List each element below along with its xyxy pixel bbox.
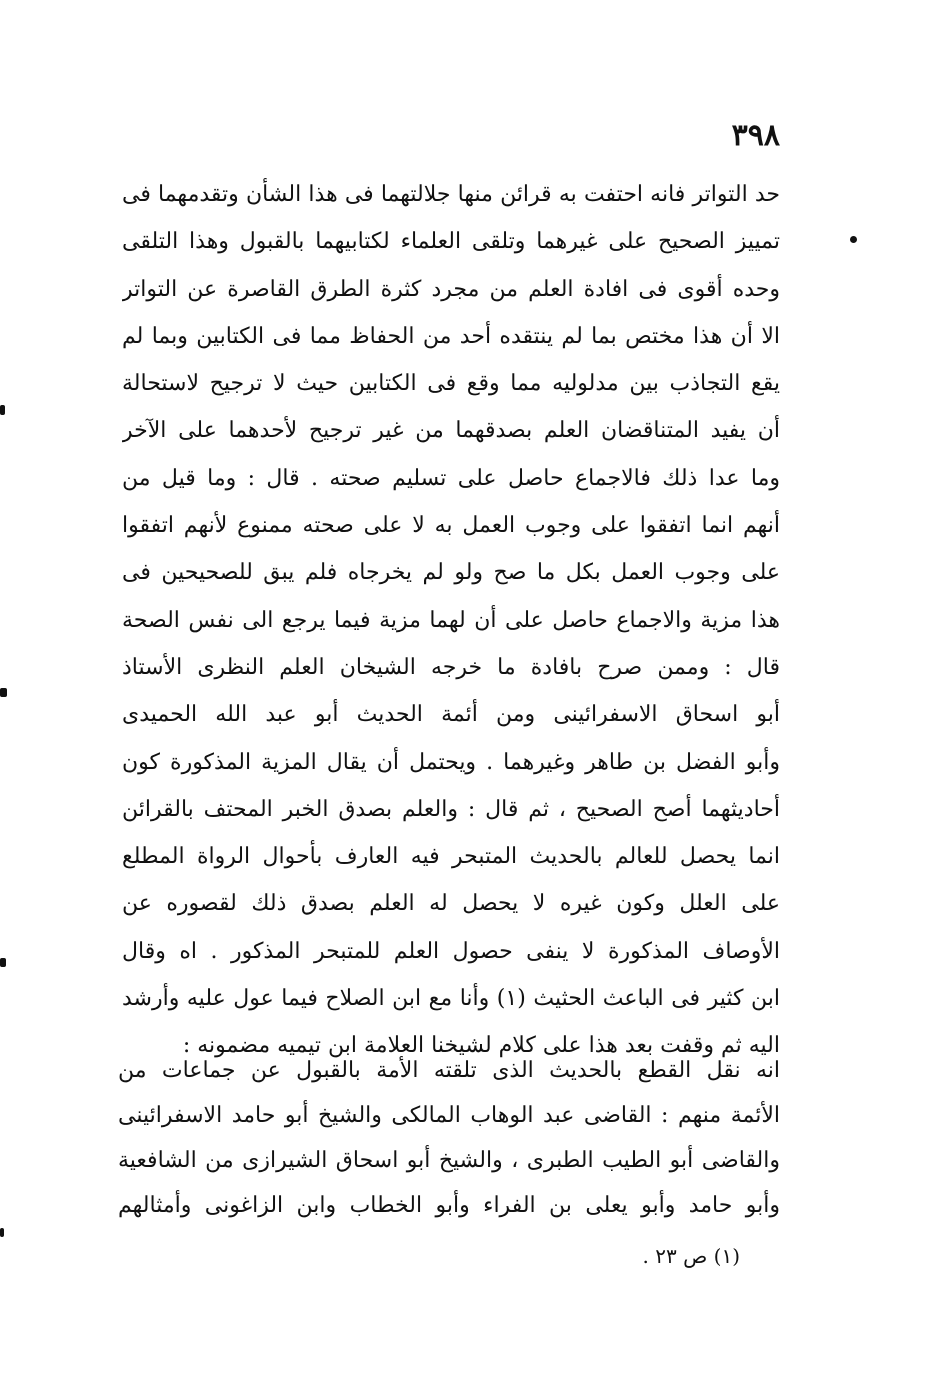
scan-mark [850,236,857,243]
text-line: يقع التجاذب بين مدلوليه مما وقع فى الكتابين حيث لا ترجيح لاستحالة [122,371,780,397]
text-line: انما يحصل للعالم بالحديث المتبحر فيه العارف بأحوال الرواة المطلع [122,844,780,870]
footnote: (١) ص ٢٣ . [642,1244,740,1268]
text-line: وأبو حامد وأبو يعلى بن الفراء وأبو الخطاب وابن الزاغونى وأمثالهم [118,1193,780,1218]
text-line: الا أن هذا مختص بما لم ينتقده أحد من الحفاظ مما فى الكتابين وبما لم [122,323,780,349]
text-line: وأبو الفضل بن طاهر وغيرهما . ويحتمل أن يقال المزية المذكورة كون [122,749,780,775]
scan-mark [0,688,7,697]
text-line: وما عدا ذلك فالاجماع حاصل على تسليم صحته . قال : وما قيل من [122,465,780,491]
text-line: ابن كثير فى الباعث الحثيث (١) وأنا مع ابن الصلاح فيما عول عليه وأرشد [122,986,780,1012]
quote-paragraph [118,1048,780,1228]
text-line: اليه ثم وقفت بعد هذا على كلام لشيخنا العلامة ابن تيميه مضمونه : [182,1033,780,1059]
main-paragraph [122,171,780,1070]
scan-mark [0,405,5,415]
text-line: على العلل وكون غيره لا يحصل له العلم بصدق ذلك لقصوره عن [122,891,780,917]
text-line: الأئمة منهم : القاضى عبد الوهاب المالكى والشيخ أبو حامد الاسفرائينى [118,1103,780,1128]
text-line: انه نقل القطع بالحديث الذى تلقته الأمة بالقبول عن جماعات من [118,1058,780,1083]
text-line: والقاضى أبو الطيب الطبرى ، والشيخ أبو اسحاق الشيرازى من الشافعية [118,1148,780,1173]
page-number: ٣٩٨ [731,118,780,153]
text-line: الأوصاف المذكورة لا ينفى حصول العلم للمتبحر المذكور . اه وقال [122,938,780,964]
text-line: حد التواتر فانه احتفت به قرائن منها جلالتهما فى هذا الشأن وتقدمهما فى [122,182,780,207]
text-line: أبو اسحاق الاسفرائينى ومن أئمة الحديث أبو عبد الله الحميدى [122,702,780,728]
text-line: وحده أقوى فى افادة العلم من مجرد كثرة الطرق القاصرة عن التواتر [122,276,780,302]
text-line: أنهم انما اتفقوا على وجوب العمل به لا على صحته ممنوع لأنهم اتفقوا [122,513,780,539]
text-line: على وجوب العمل بكل ما صح ولو لم يخرجاه فلم يبق للصحيحين فى [122,560,780,586]
text-line: أحاديثهما أصح الصحيح ، ثم قال : والعلم بصدق الخبر المحتف بالقرائن [122,796,780,822]
text-line: قال : وممن صرح بافادة ما خرجه الشيخان العلم النظرى الأستاذ [122,654,780,680]
scan-mark [0,958,6,967]
scan-mark [0,1228,4,1237]
text-line: أن يفيد المتناقضان العلم بصدقهما من غير ترجيح لأحدهما على الآخر [122,418,780,444]
text-line: هذا مزية والاجماع حاصل على أن لهما مزية فيما يرجع الى نفس الصحة [122,607,780,633]
text-line: تمييز الصحيح على غيرهما وتلقى العلماء لكتابيهما بالقبول وهذا التلقى [122,229,780,255]
